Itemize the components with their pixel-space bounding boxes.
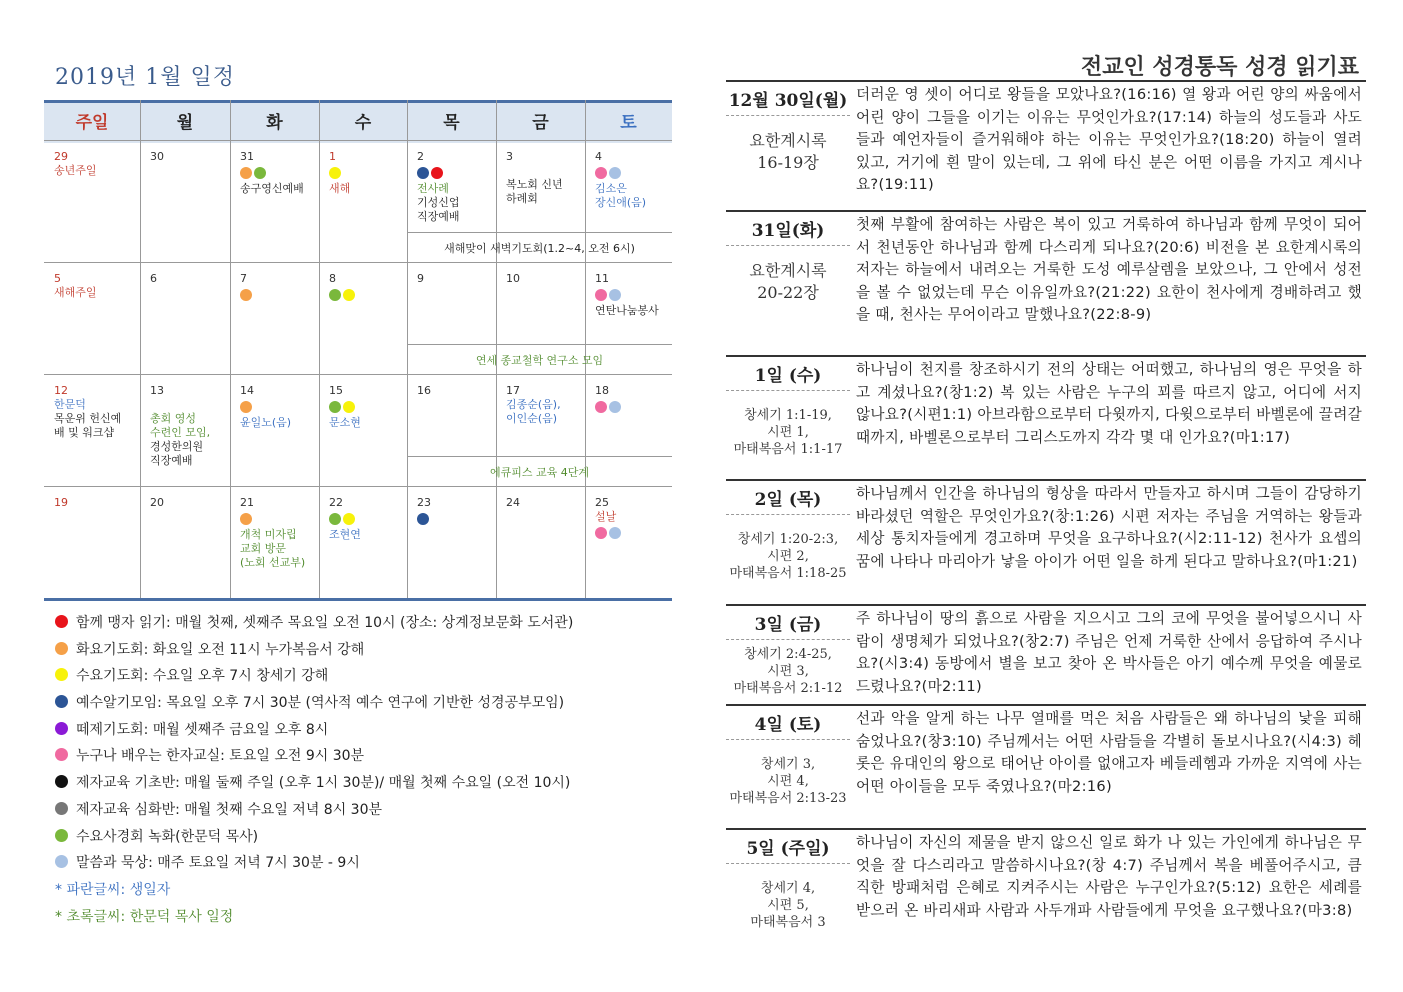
legend-text: 예수알기모임: 목요일 오후 7시 30분 (역사적 예수 연구에 기반한 성경공부모임) (76, 695, 565, 712)
event-text: 장신애(음) (595, 196, 647, 209)
day-number: 10 (506, 272, 520, 285)
reading-ref: 마태복음서 1:1-17 (733, 442, 843, 457)
reading-question: 하나님이 천지를 창조하시기 전의 상태는 어떠했고, 하나님의 영은 무엇을 하고 계셨나요?(창1:2) 복 있는 사람은 누구의 꾀를 따르지 않고, 어디에 서지 않나요?(시편1:1) 아브라함으로부터 다윗까지, 다윗으로부터 바벨론에 끌려갈 때까지, 바벨론으로부터 그리스도까지 각각 몇 대 인가요?(마1:17) (856, 361, 1362, 446)
yellow-dot-icon (343, 401, 355, 413)
reading-refs (726, 740, 850, 807)
day-number: 12 (54, 384, 68, 397)
event-text: 윤일노(음) (240, 416, 292, 429)
day-number: 18 (595, 384, 609, 397)
legend-text: 수요사경회 녹화(한문덕 목사) (76, 828, 259, 845)
reading-day-column (726, 357, 850, 458)
lightblue-dot-icon (609, 289, 621, 301)
pink-dot-icon (595, 289, 607, 301)
reading-refs (726, 391, 850, 458)
event-text: 목운위 헌신예 (54, 412, 122, 425)
event-text: 복노회 신년 (506, 178, 563, 191)
legend-text: 제자교육 심화반: 매월 첫째 수요일 저녁 8시 30분 (76, 801, 383, 818)
event-dots (595, 400, 670, 414)
band-divider (407, 456, 672, 457)
yellow-dot-icon (343, 513, 355, 525)
event-text: 새해 (329, 182, 351, 195)
legend-text: 수요기도회: 수요일 오후 7시 창세기 강해 (76, 668, 329, 685)
event-dots (240, 288, 317, 302)
calendar-header (44, 100, 672, 143)
row-divider (44, 598, 672, 601)
event-text: 개척 미자립 (240, 528, 297, 541)
day-number: 13 (150, 384, 164, 397)
pink-dot-icon (595, 527, 607, 539)
orange-dot-icon (240, 513, 252, 525)
reading-day-column (726, 606, 850, 697)
event-text: 직장예배 (150, 454, 193, 467)
reading-day: 1일 (수) (726, 357, 850, 391)
column-divider (140, 100, 141, 598)
day-cell[interactable] (54, 384, 138, 440)
event-dots (329, 512, 405, 526)
day-number: 2 (417, 150, 424, 163)
event-text: 송년주일 (54, 164, 97, 177)
event-dots (329, 288, 405, 302)
weekday-0: 주일 (75, 113, 109, 133)
day-number: 19 (54, 496, 68, 509)
event-dots (417, 512, 494, 526)
day-number: 30 (150, 150, 164, 163)
row-divider (44, 140, 672, 141)
day-number: 8 (329, 272, 336, 285)
reading-refs (726, 640, 850, 697)
reading-row (726, 80, 1366, 210)
band-divider (407, 232, 672, 233)
event-dots (595, 288, 670, 302)
day-number: 15 (329, 384, 343, 397)
weekday-5: 금 (532, 113, 549, 133)
reading-day-column (726, 82, 850, 174)
day-cell[interactable] (506, 150, 583, 206)
day-number: 4 (595, 150, 602, 163)
reading-question: 선과 악을 알게 하는 나무 열매를 먹은 처음 사람들은 왜 하나님의 낯을 피해 숨었나요?(창3:10) 주님께서는 어떤 사람들을 각별히 돌보시나요?(시4:3) 헤롯은 유대인의 왕으로 태어난 아이를 없애고자 베들레헴과 가까운 지역에 사는 어떤 아이들을 모두 죽였나요?(마2:16) (856, 710, 1362, 795)
green-dot-icon (329, 289, 341, 301)
reading-ref: 20-22장 (757, 283, 819, 302)
column-divider (496, 100, 497, 598)
reading-table-title: 전교인 성경통독 성경 읽기표 (1080, 54, 1359, 80)
reading-day-column (726, 706, 850, 807)
legend-item (55, 743, 573, 770)
day-cell[interactable] (595, 496, 670, 542)
day-number: 25 (595, 496, 609, 509)
event-text: 설날 (595, 510, 617, 523)
day-cell[interactable] (595, 272, 670, 318)
weekday-6: 토 (620, 113, 637, 133)
week-band-event: 새해맞이 새벽기도회(1.2~4, 오전 6시) (444, 242, 635, 255)
reading-refs (726, 864, 850, 931)
day-cell[interactable] (417, 496, 494, 528)
event-text: 새해주일 (54, 286, 97, 299)
orange-dot-icon (55, 642, 68, 655)
yellow-dot-icon (55, 668, 68, 681)
column-divider (230, 100, 231, 598)
day-number: 9 (417, 272, 424, 285)
day-number: 21 (240, 496, 254, 509)
reading-refs (726, 246, 850, 304)
event-text: 기성신업 (417, 196, 460, 209)
day-cell[interactable] (150, 272, 228, 286)
day-number: 3 (506, 150, 513, 163)
calendar (44, 100, 672, 598)
green-dot-icon (55, 829, 68, 842)
week-band-event: 에큐피스 교육 4단계 (490, 466, 589, 479)
pink-dot-icon (55, 748, 68, 761)
reading-row (726, 355, 1366, 479)
lightblue-dot-icon (609, 527, 621, 539)
day-number: 29 (54, 150, 68, 163)
orange-dot-icon (240, 289, 252, 301)
event-dots (329, 400, 405, 414)
row-divider (44, 374, 672, 375)
day-cell[interactable] (240, 272, 317, 304)
reading-ref: 마태복음서 1:18-25 (729, 566, 847, 581)
event-text: 송구영신예배 (240, 182, 304, 195)
day-cell[interactable] (329, 384, 405, 430)
day-number: 31 (240, 150, 254, 163)
event-dots (329, 166, 405, 180)
legend-item (55, 717, 573, 744)
event-dots (417, 166, 494, 180)
weekday-2: 화 (266, 113, 283, 133)
day-number: 17 (506, 384, 520, 397)
reading-ref: 시편 3, (767, 664, 809, 679)
legend-item (55, 690, 573, 717)
reading-ref: 16-19장 (757, 153, 819, 172)
reading-day: 4일 (토) (726, 706, 850, 740)
orange-dot-icon (240, 167, 252, 179)
row-divider (44, 262, 672, 263)
legend-text: 제자교육 기초반: 매월 둘째 주일 (오후 1시 30분)/ 매월 첫째 수요일 (오전 10시) (76, 775, 571, 792)
green-dot-icon (329, 513, 341, 525)
pink-dot-icon (595, 401, 607, 413)
event-text: 김종순(음), (506, 398, 561, 411)
reading-ref: 시편 5, (767, 898, 809, 913)
day-cell[interactable] (506, 496, 583, 510)
reading-day: 5일 (주일) (726, 830, 850, 864)
column-divider (407, 100, 408, 598)
reading-question: 첫째 부활에 참여하는 사람은 복이 있고 거룩하여 하나님과 함께 무엇이 되어서 천년동안 하나님과 함께 다스리게 되나요?(20:6) 비전을 본 요한계시록의 저자는 하늘에서 내려오는 거룩한 도성 예루살렘을 보았으나, 그 안에서 성전을 볼 수 없었는데 무슨 이유일까요?(21:22) 요한이 천사에게 경배하려고 했을 때, 천사는 무어이라고 말했나요?(22:8-9) (856, 216, 1362, 324)
yellow-dot-icon (343, 289, 355, 301)
event-text: 연탄나눔봉사 (595, 304, 659, 317)
reading-refs (726, 515, 850, 582)
event-text: 이인순(음) (506, 412, 558, 425)
legend-text: 화요기도회: 화요일 오전 11시 누가복음서 강해 (76, 641, 365, 658)
green-dot-icon (254, 167, 266, 179)
day-number: 1 (329, 150, 336, 163)
reading-row (726, 704, 1366, 828)
purple-dot-icon (55, 722, 68, 735)
event-text: 총회 영성 (150, 412, 197, 425)
reading-ref: 요한계시록 (749, 131, 827, 150)
day-cell[interactable] (240, 150, 317, 196)
event-text (506, 164, 583, 178)
band-divider (407, 344, 672, 345)
day-cell[interactable] (595, 150, 670, 210)
day-cell[interactable] (329, 150, 405, 196)
day-cell[interactable] (150, 150, 228, 164)
red-dot-icon (431, 167, 443, 179)
reading-ref: 창세기 1:20-2:3, (737, 532, 839, 547)
navy-dot-icon (55, 695, 68, 708)
day-number: 23 (417, 496, 431, 509)
event-dots (240, 512, 317, 526)
yellow-dot-icon (329, 167, 341, 179)
day-cell[interactable] (54, 272, 138, 300)
reading-row (726, 604, 1366, 704)
reading-question: 하나님께서 인간을 하나님의 형상을 따라서 만들자고 하시며 그들이 감당하기 바라셨던 역할은 무엇인가요?(창:1:26) 시편 저자는 주님을 거역하는 왕들과 세상 통치자들에게 경고하며 무엇을 요구하나요?(시2:11-12) 천사가 요셉의 꿈에 나타나 마리아가 낳을 아이가 어떤 일을 하게 된다고 말하나요?(마1:21) (856, 485, 1362, 570)
orange-dot-icon (240, 401, 252, 413)
legend-note: * 초록글씨: 한문덕 목사 일정 (55, 908, 234, 925)
day-cell[interactable] (240, 384, 317, 430)
reading-row (726, 828, 1366, 950)
legend-text: 누구나 배우는 한자교실: 토요일 오전 9시 30분 (76, 748, 365, 765)
day-cell[interactable] (417, 384, 494, 398)
reading-question: 더러운 영 셋이 어디로 왕들을 모았나요?(16:16) 열 왕과 어린 양의 싸움에서 어린 양이 그들을 이기는 이유는 무엇인가요?(17:14) 하늘의 성도들과 사도들과 예언자들이 즐거워해야 하는 이유는 무엇인가요?(18:20) 하늘이 열려 있고, 거기에 흰 말이 있는데, 그 위에 타신 분은 어떤 이름을 가지고 계시나요?(19:11) (856, 86, 1362, 194)
day-number: 22 (329, 496, 343, 509)
weekday-4: 목 (443, 113, 460, 133)
event-text: 하례회 (506, 192, 538, 205)
red-dot-icon (55, 615, 68, 628)
event-text: 조현연 (329, 528, 361, 541)
event-dots (240, 166, 317, 180)
event-text: 전사례 (417, 182, 449, 195)
navy-dot-icon (417, 167, 429, 179)
event-dots (595, 526, 670, 540)
event-text: 문소현 (329, 416, 361, 429)
legend-note: * 파란글씨: 생일자 (55, 881, 171, 898)
legend-item (55, 770, 573, 797)
column-divider (319, 100, 320, 598)
day-cell[interactable] (595, 384, 670, 416)
legend-item (55, 850, 573, 877)
reading-day: 12월 30일(월) (726, 82, 850, 116)
day-cell[interactable] (506, 272, 583, 286)
event-text: 김소은 (595, 182, 627, 195)
navy-dot-icon (417, 513, 429, 525)
reading-ref: 창세기 1:1-19, (744, 408, 832, 423)
day-cell[interactable] (54, 496, 138, 510)
legend-item (55, 797, 573, 824)
legend (55, 610, 573, 930)
day-number: 5 (54, 272, 61, 285)
event-text: 한문덕 (54, 398, 86, 411)
calendar-title: 2019년 1월 일정 (55, 65, 235, 90)
event-dots (595, 166, 670, 180)
reading-row (726, 210, 1366, 355)
gray-dot-icon (55, 802, 68, 815)
reading-ref: 마태복음서 2:13-23 (729, 791, 847, 806)
legend-item (55, 663, 573, 690)
day-number: 7 (240, 272, 247, 285)
green-dot-icon (329, 401, 341, 413)
event-text: 교회 방문 (240, 542, 287, 555)
day-cell[interactable] (240, 496, 317, 570)
reading-ref: 마태복음서 2:1-12 (733, 681, 843, 696)
column-divider (585, 100, 586, 598)
day-cell[interactable] (417, 150, 494, 224)
event-text: 직장예배 (417, 210, 460, 223)
reading-day: 31일(화) (726, 212, 850, 246)
reading-ref: 시편 4, (767, 774, 809, 789)
row-divider (44, 486, 672, 487)
reading-day: 3일 (금) (726, 606, 850, 640)
day-cell[interactable] (417, 272, 494, 286)
event-text: (노회 선교부) (240, 556, 306, 569)
reading-day-column (726, 830, 850, 931)
day-number: 20 (150, 496, 164, 509)
day-number: 11 (595, 272, 609, 285)
reading-ref: 창세기 2:4-25, (744, 647, 832, 662)
day-number: 24 (506, 496, 520, 509)
reading-day: 2일 (목) (726, 481, 850, 515)
event-text (150, 398, 228, 412)
day-cell[interactable] (506, 384, 583, 426)
legend-text: 떼제기도회: 매월 셋째주 금요일 오후 8시 (76, 721, 329, 738)
day-number: 6 (150, 272, 157, 285)
reading-ref: 창세기 4, (760, 881, 816, 896)
reading-refs (726, 116, 850, 174)
legend-item (55, 824, 573, 851)
reading-ref: 마태복음서 3 (750, 915, 826, 930)
lightblue-dot-icon (609, 401, 621, 413)
reading-question: 하나님이 자신의 제물을 받지 않으신 일로 화가 나 있는 가인에게 하나님은 무엇을 잘 다스리라고 말씀하시나요?(창 4:7) 주님께서 복을 베풀어주시고, 큼직한 방패처럼 은혜로 지켜주시는 사람은 누구인가요?(5:12) 요한은 세례를 받으러 온 바리새파 사람과 사두개파 사람들에게 무엇을 요구했나요?(마3:8) (856, 834, 1362, 919)
pink-dot-icon (595, 167, 607, 179)
weekday-1: 월 (176, 113, 194, 133)
day-cell[interactable] (150, 384, 228, 468)
day-cell[interactable] (329, 496, 405, 542)
lightblue-dot-icon (55, 855, 68, 868)
reading-question: 주 하나님이 땅의 흙으로 사람을 지으시고 그의 코에 무엇을 불어넣으시니 사람이 생명체가 되었나요?(창2:7) 주님은 언제 거룩한 산에서 응답하여 주시나요?(시3:4) 동방에서 별을 보고 찾아 온 박사들은 아기 예수께 무엇을 예물로 드렸나요?(마2:11) (856, 610, 1362, 695)
day-cell[interactable] (54, 150, 138, 178)
black-dot-icon (55, 775, 68, 788)
reading-day-column (726, 481, 850, 582)
lightblue-dot-icon (609, 167, 621, 179)
event-dots (240, 400, 317, 414)
day-cell[interactable] (329, 272, 405, 304)
legend-item (55, 637, 573, 664)
day-number: 14 (240, 384, 254, 397)
reading-ref: 요한계시록 (749, 261, 827, 280)
reading-row (726, 479, 1366, 604)
legend-text: 함께 맹자 읽기: 매월 첫째, 셋째주 목요일 오전 10시 (장소: 상계정보문화 도서관) (76, 615, 574, 631)
day-cell[interactable] (150, 496, 228, 510)
reading-ref: 창세기 3, (760, 757, 816, 772)
weekday-3: 수 (354, 113, 372, 133)
legend-item (55, 610, 573, 637)
legend-text: 말씀과 묵상: 매주 토요일 저녁 7시 30분 - 9시 (76, 855, 360, 872)
reading-ref: 시편 2, (767, 549, 809, 564)
week-band-event: 연세 종교철학 연구소 모임 (475, 354, 604, 367)
reading-day-column (726, 212, 850, 304)
event-text: 수련인 모임, (150, 426, 211, 439)
event-text: 배 및 워크샵 (54, 426, 115, 439)
event-text: 경성한의원 (150, 440, 204, 453)
day-number: 16 (417, 384, 431, 397)
reading-ref: 시편 1, (767, 425, 809, 440)
